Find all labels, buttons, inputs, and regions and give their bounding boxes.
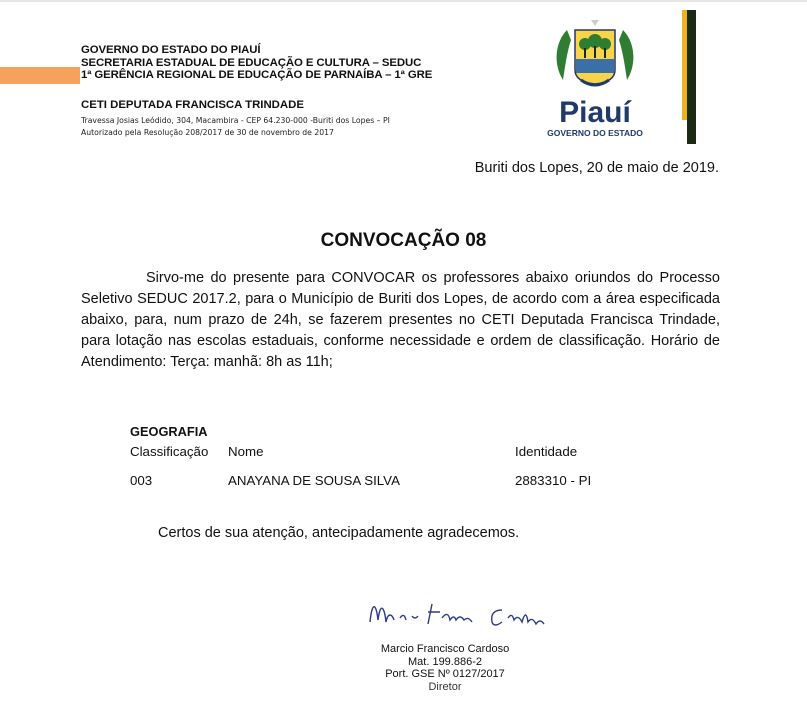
letterhead <box>81 44 432 82</box>
logo-subtitle: GOVERNO DO ESTADO <box>547 128 643 138</box>
orange-marker <box>0 67 80 84</box>
body-text: Sirvo-me do presente para CONVOCAR os professores abaixo oriundos do Processo Seletivo SEDUC 2017.2, para o Município de Buriti dos Lopes, de acordo com a área especificada abaixo, para, num prazo de 24h, se fazerem presentes no CETI Deputada Francisca Trindade, para lotação nas escolas estaduais, conforme necessidade e ordem de classificação. Horário de Atendimento: Terça: manhã: 8h as 11h; <box>81 270 720 370</box>
logo-wordmark: Piauí <box>559 96 631 129</box>
subject-area: GEOGRAFIA <box>130 424 208 439</box>
cell-identidade: 2883310 - PI <box>515 473 592 488</box>
dark-stripe <box>687 10 696 144</box>
handwritten-signature <box>362 592 562 640</box>
signature-block <box>350 643 540 693</box>
school-name: CETI DEPUTADA FRANCISCA TRINDADE <box>81 99 304 111</box>
signer-port: Port. GSE Nº 0127/2017 <box>385 668 505 680</box>
col-header-nome: Nome <box>228 444 264 459</box>
date-line: Buriti dos Lopes, 20 de maio de 2019. <box>474 160 719 176</box>
col-header-classificacao: Classificação <box>130 444 209 459</box>
col-header-identidade: Identidade <box>515 444 578 459</box>
signer-role: Diretor <box>428 680 462 693</box>
laurel-left-icon <box>557 30 571 80</box>
cell-nome: ANAYANA DE SOUSA SILVA <box>228 473 400 488</box>
piaui-coat-of-arms-logo <box>545 12 645 142</box>
header-line-3: 1ª GERÊNCIA REGIONAL DE EDUCAÇÃO DE PARNAÍBA – 1ª GRE <box>81 69 433 82</box>
closing-text: Certos de sua atenção, antecipadamente agradecemos. <box>158 525 520 541</box>
authorization: Autorizado pela Resolução 208/2017 de 30 de novembro de 2017 <box>81 128 334 137</box>
signer-mat: Mat. 199.886-2 <box>408 655 482 668</box>
header-line-2: SECRETARIA ESTADUAL DE EDUCAÇÃO E CULTURA – SEDUC <box>81 56 422 69</box>
body-paragraph <box>81 268 720 373</box>
signer-name: Marcio Francisco Cardoso <box>380 643 510 655</box>
cell-classificacao: 003 <box>130 473 153 488</box>
laurel-right-icon <box>619 30 633 80</box>
document-title: CONVOCAÇÃO 08 <box>320 230 487 251</box>
school-address: Travessa Josias Leódido, 304, Macambira - CEP 64.230-000 -Buriti dos Lopes – PI <box>81 116 390 125</box>
school-address-block <box>81 115 390 139</box>
header-line-1: GOVERNO DO ESTADO DO PIAUÍ <box>81 44 261 56</box>
top-border <box>0 0 807 2</box>
